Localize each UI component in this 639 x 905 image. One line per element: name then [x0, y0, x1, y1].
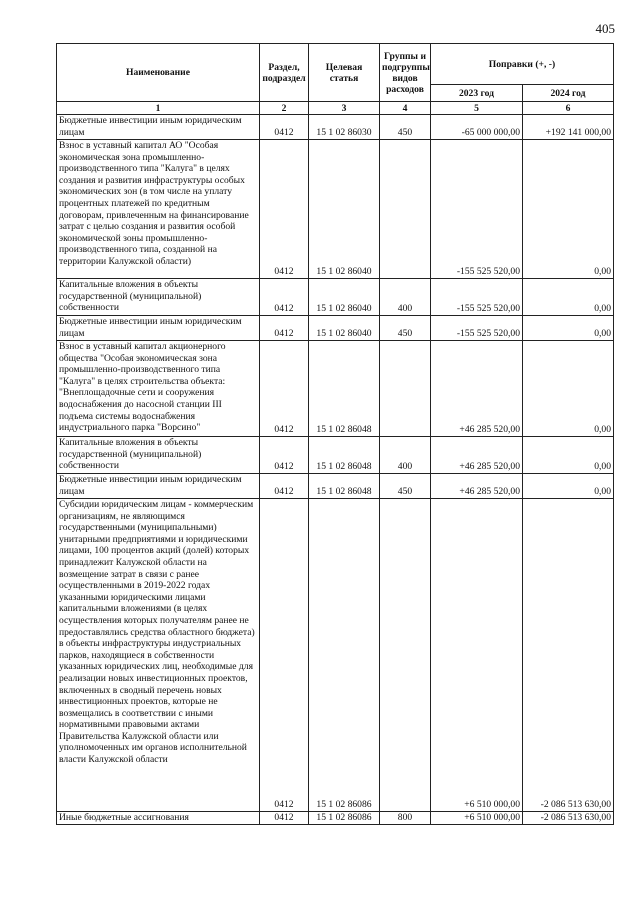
row-target-article: 15 1 02 86086 [309, 499, 380, 812]
row-expense-group: 450 [380, 115, 431, 140]
header-section: Раздел, подраздел [260, 44, 309, 102]
row-amount-2023: -155 525 520,00 [431, 140, 523, 279]
row-target-article: 15 1 02 86086 [309, 812, 380, 825]
row-amount-2023: +46 285 520,00 [431, 341, 523, 437]
row-expense-group: 400 [380, 437, 431, 474]
table-row [57, 812, 614, 825]
row-expense-group: 450 [380, 474, 431, 499]
column-number: 5 [431, 102, 523, 115]
page-number: 405 [595, 21, 615, 36]
header-name: Наименование [57, 44, 260, 102]
row-target-article: 15 1 02 86048 [309, 437, 380, 474]
budget-amendments-table [56, 43, 614, 825]
row-amount-2023: +46 285 520,00 [431, 474, 523, 499]
header-amendments: Поправки (+, -) [431, 44, 614, 85]
column-number: 3 [309, 102, 380, 115]
row-name: Капитальные вложения в объекты государственной (муниципальной) собственности [57, 437, 260, 474]
table-row [57, 115, 614, 140]
header-year-2024: 2024 год [523, 85, 614, 102]
row-section-code: 0412 [260, 474, 309, 499]
row-target-article: 15 1 02 86030 [309, 115, 380, 140]
header-year-2023: 2023 год [431, 85, 523, 102]
row-target-article: 15 1 02 86048 [309, 474, 380, 499]
row-amount-2024: 0,00 [523, 437, 614, 474]
table-row [57, 437, 614, 474]
row-section-code: 0412 [260, 140, 309, 279]
row-amount-2024: -2 086 513 630,00 [523, 812, 614, 825]
row-amount-2024: 0,00 [523, 316, 614, 341]
table-row [57, 341, 614, 437]
row-section-code: 0412 [260, 115, 309, 140]
column-number-row [57, 102, 614, 115]
row-section-code: 0412 [260, 499, 309, 812]
table-row [57, 279, 614, 316]
row-amount-2024: 0,00 [523, 279, 614, 316]
table-row [57, 499, 614, 812]
column-number: 2 [260, 102, 309, 115]
row-expense-group: 800 [380, 812, 431, 825]
row-name: Взнос в уставный капитал акционерного общества "Особая экономическая зона промышленно-производственного типа "Калуга" в целях строительства объекта: "Внеплощадочные сети и сооружения водоснабжения до насосной станции III подъема системы водоснабжения индустриального парка "Ворсино" [57, 341, 260, 437]
row-section-code: 0412 [260, 316, 309, 341]
row-amount-2023: -65 000 000,00 [431, 115, 523, 140]
row-section-code: 0412 [260, 341, 309, 437]
row-amount-2024: 0,00 [523, 341, 614, 437]
row-amount-2023: +46 285 520,00 [431, 437, 523, 474]
row-name: Бюджетные инвестиции иным юридическим лицам [57, 474, 260, 499]
row-target-article: 15 1 02 86040 [309, 279, 380, 316]
row-amount-2023: +6 510 000,00 [431, 812, 523, 825]
header-target-article: Целевая статья [309, 44, 380, 102]
table-body [57, 115, 614, 825]
table-row [57, 140, 614, 279]
row-expense-group: 450 [380, 316, 431, 341]
table-row [57, 316, 614, 341]
row-name: Субсидии юридическим лицам - коммерческим организациям, не являющимся государственными (муниципальными) унитарными предприятиями и юридическими лицами, 100 процентов акций (долей) которых принадлежит Калужской области на возмещение затрат в связи с ранее осуществленными в 2019-2022 годах указанными юридическими лицами капитальными вложениями (в целях осуществления которых получателям ранее не предоставлялись средства областного бюджета) в объекты инфраструктуры индустриальных парков, находящиеся в собственности указанных юридических лиц, необходимые для реализации новых инвестиционных проектов, включенных в сводный перечень новых инвестиционных проектов, которые не возмещались в соответствии с иными нормативными правовыми актами Правительства Калужской области или уполномоченных им органов исполнительной власти Калужской области [57, 499, 260, 812]
row-target-article: 15 1 02 86048 [309, 341, 380, 437]
row-amount-2023: -155 525 520,00 [431, 279, 523, 316]
row-section-code: 0412 [260, 437, 309, 474]
header-expense-groups: Группы и подгруппы видов расходов [380, 44, 431, 102]
column-number: 1 [57, 102, 260, 115]
table-row [57, 474, 614, 499]
row-section-code: 0412 [260, 812, 309, 825]
row-amount-2024: -2 086 513 630,00 [523, 499, 614, 812]
row-expense-group [380, 499, 431, 812]
row-amount-2024: +192 141 000,00 [523, 115, 614, 140]
row-amount-2023: -155 525 520,00 [431, 316, 523, 341]
row-expense-group [380, 140, 431, 279]
column-number: 6 [523, 102, 614, 115]
row-amount-2024: 0,00 [523, 474, 614, 499]
row-name: Капитальные вложения в объекты государственной (муниципальной) собственности [57, 279, 260, 316]
row-expense-group: 400 [380, 279, 431, 316]
row-name: Иные бюджетные ассигнования [57, 812, 260, 825]
row-name: Бюджетные инвестиции иным юридическим лицам [57, 115, 260, 140]
row-target-article: 15 1 02 86040 [309, 140, 380, 279]
row-expense-group [380, 341, 431, 437]
row-amount-2024: 0,00 [523, 140, 614, 279]
row-name: Взнос в уставный капитал АО "Особая экономическая зона промышленно-производственного типа "Калуга" в целях создания и развития инфраструктуры особых экономических зон (в том числе на уплату процентных платежей по кредитным договорам, привлеченным на финансирование затрат с целью создания и развития особой экономической зоны промышленно-производственного типа, созданной на территории Калужской области) [57, 140, 260, 279]
row-section-code: 0412 [260, 279, 309, 316]
row-target-article: 15 1 02 86040 [309, 316, 380, 341]
row-amount-2023: +6 510 000,00 [431, 499, 523, 812]
column-number: 4 [380, 102, 431, 115]
row-name: Бюджетные инвестиции иным юридическим лицам [57, 316, 260, 341]
